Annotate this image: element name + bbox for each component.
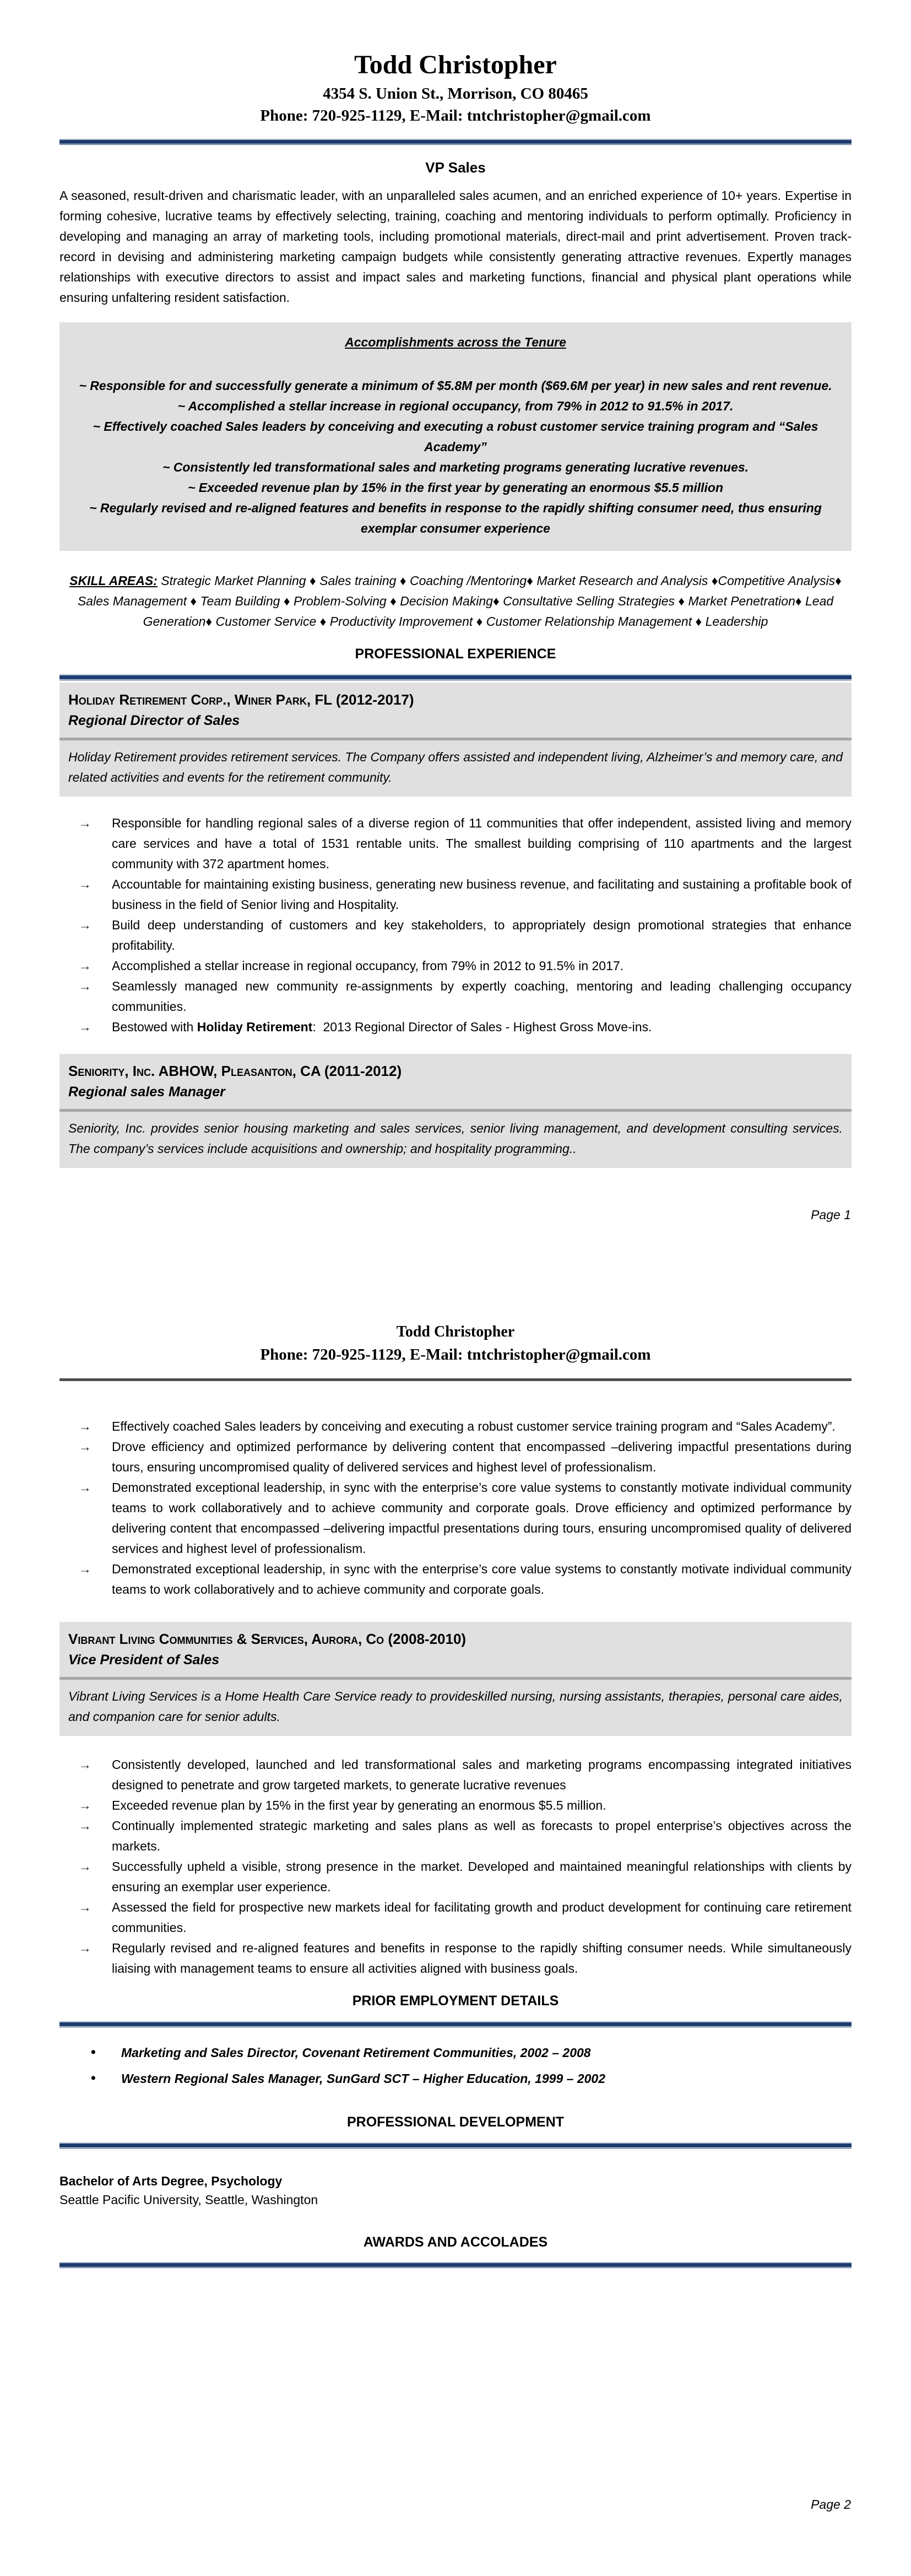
accomplishment-item: ~ Effectively coached Sales leaders by conceiving and executing a robust customer service training program and “Sales Academy”: [93, 419, 818, 454]
arrow-bullet-icon: →: [79, 917, 91, 932]
arrow-bullet-icon: →: [79, 1439, 91, 1454]
prior-employment-rule: [59, 2021, 852, 2027]
bullet-item: [59, 1938, 852, 1979]
section-heading-awards: AWARDS AND ACCOLADES: [363, 2234, 548, 2250]
arrow-bullet-icon: →: [79, 1419, 91, 1433]
job-title: Regional sales Manager: [68, 1084, 225, 1100]
arrow-bullet-icon: →: [79, 1798, 91, 1812]
accomplishment-item: ~ Accomplished a stellar increase in regional occupancy, from 79% in 2012 to 91.5% in 2017.: [177, 399, 734, 413]
bullet-text: Consistently developed, launched and led transformational sales and marketing programs encompassing integrated initiatives designed to penetrate and grow targeted markets, to generate lucrative revenues: [112, 1757, 852, 1792]
award-company-highlight: Holiday Retirement: [197, 1019, 313, 1034]
page2-name: Todd Christopher: [396, 1323, 515, 1340]
bullet-item: [59, 1416, 852, 1437]
award-suffix: : 2013 Regional Director of Sales - Highest Gross Move-ins.: [312, 1019, 652, 1034]
professional-experience-rule: [59, 674, 852, 680]
section-heading-professional-experience: PROFESSIONAL EXPERIENCE: [355, 646, 556, 662]
arrow-bullet-icon: →: [79, 1900, 91, 1914]
experience-bullets-job1: [59, 813, 852, 1017]
page2-header-rule: [59, 1378, 852, 1381]
resume-name: Todd Christopher: [354, 50, 557, 79]
bullet-text: Accountable for maintaining existing business, generating new business revenue, and facilitating and sustaining a profitable book of business in the field of Senior living and Hospitality.: [112, 876, 852, 912]
resume-page-2: [0, 1288, 911, 2576]
accomplishment-item: ~ Regularly revised and re-aligned features and benefits in response to the rapidly shifting consumer need, thus ensuring exemplar consumer experience: [89, 501, 822, 535]
accomplishments-list: [66, 376, 845, 539]
dot-bullet-icon: •: [91, 2070, 96, 2086]
job-head: [59, 683, 852, 738]
experience-bullets-job3: [59, 1755, 852, 1979]
experience-bullets-job2: [59, 1416, 852, 1600]
section-heading-prior-employment: PRIOR EMPLOYMENT DETAILS: [352, 1993, 559, 2009]
accomplishment-item: ~ Responsible for and successfully generate a minimum of $5.8M per month ($69.6M per year) in new sales and rent revenue.: [79, 378, 832, 393]
bullet-text: Regularly revised and re-aligned features and benefits in response to the rapidly shifting consumer needs. While simultaneously liaising with management teams to ensure all activities aligned with business goals.: [112, 1941, 852, 1976]
dot-bullet-icon: •: [91, 2044, 96, 2060]
section-heading-professional-development: PROFESSIONAL DEVELOPMENT: [346, 2114, 565, 2130]
bullet-text: Seamlessly managed new community re-assignments by expertly coaching, mentoring and leading challenging occupancy communities.: [112, 978, 852, 1014]
job-band-seniority: [59, 1054, 852, 1168]
bullet-item: [59, 915, 852, 956]
page2-contact: Phone: 720-925-1129, E-Mail: tntchristopher@gmail.com: [260, 1346, 651, 1363]
company-description: Seniority, Inc. provides senior housing marketing and sales services, senior living management, and development consulting services. The company’s services include acquisitions and ownership; and hospitality programming..: [68, 1121, 843, 1156]
arrow-bullet-icon: →: [79, 815, 91, 830]
accomplishment-item: ~ Exceeded revenue plan by 15% in the first year by generating an enormous $5.5 million: [187, 480, 724, 495]
awards-rule: [59, 2262, 852, 2268]
bullet-item: [59, 1897, 852, 1938]
page-number: Page 1: [811, 1208, 851, 1222]
bullet-item: [59, 1857, 852, 1897]
job-band-holiday-retirement: [59, 683, 852, 797]
arrow-bullet-icon: →: [79, 1019, 91, 1034]
skills-list: Strategic Market Planning ♦ Sales training ♦ Coaching /Mentoring♦ Market Research and Analysis ♦Competitive Analysis♦ Sales Management ♦ Team Building ♦ Problem-Solving ♦ Decision Making♦ Consultative Selling Strategies ♦ Market Penetration♦ Lead Generation♦ Customer Service ♦ Productivity Improvement ♦ Customer Relationship Management ♦ Leadership: [77, 573, 842, 629]
bullet-item: [59, 976, 852, 1017]
arrow-bullet-icon: →: [79, 1480, 91, 1495]
company-name: Vibrant Living Communities & Services, Aurora, Co (2008-2010): [68, 1631, 467, 1647]
bullet-text: Drove efficiency and optimized performance by delivering content that encompassed –delivering impactful presentations during tours, ensuring uncompromised quality of delivered services and highest level of professionalism.: [112, 1439, 852, 1474]
bullet-text: Exceeded revenue plan by 15% in the first year by generating an enormous $5.5 million.: [112, 1798, 606, 1812]
bullet-text: Demonstrated exceptional leadership, in sync with the enterprise’s core value systems to constantly motivate individual community teams to work collaboratively and to achieve community and corporate goals. Drove efficiency and optimized performance by delivering content that encompassed –delivering impactful presentations during tours, ensuring uncompromised quality of delivered services and highest level of professionalism.: [112, 1480, 852, 1556]
accomplishment-item: ~ Consistently led transformational sales and marketing programs generating lucrative revenues.: [162, 460, 749, 474]
skills-label: SKILL AREAS:: [69, 573, 158, 588]
page2-header: [59, 1288, 852, 1366]
bullet-item: [59, 813, 852, 874]
skills-paragraph: [59, 571, 852, 632]
bullet-item: [59, 956, 852, 976]
bullet-text: Assessed the field for prospective new markets ideal for facilitating growth and product development for continuing care retirement communities.: [112, 1900, 852, 1935]
page-number: Page 2: [811, 2497, 851, 2512]
bullet-text: Demonstrated exceptional leadership, in sync with the enterprise’s core value systems to constantly motivate individual community teams to work collaboratively and to achieve community and corporate goals.: [112, 1562, 852, 1597]
bullet-text: Effectively coached Sales leaders by conceiving and executing a robust customer service training program and “Sales Academy”.: [112, 1419, 836, 1433]
arrow-bullet-icon: →: [79, 1757, 91, 1772]
company-name: Holiday Retirement Corp., Winer Park, FL (2012-2017): [68, 691, 414, 708]
company-description: Holiday Retirement provides retirement services. The Company offers assisted and independent living, Alzheimer’s and memory care, and related activities and events for the retirement community.: [68, 749, 843, 784]
prior-employment-text: Marketing and Sales Director, Covenant Retirement Communities, 2002 – 2008: [121, 2045, 591, 2060]
prior-employment-item: [59, 2069, 852, 2089]
arrow-bullet-icon: →: [79, 1941, 91, 1955]
bullet-item: [59, 1755, 852, 1795]
arrow-bullet-icon: →: [79, 978, 91, 993]
bullet-item: [59, 1559, 852, 1600]
bullet-text: Successfully upheld a visible, strong presence in the market. Developed and maintained meaningful relationships with clients by ensuring an exemplar user experience.: [112, 1859, 852, 1894]
company-name: Seniority, Inc. ABHOW, Pleasanton, CA (2011-2012): [68, 1062, 402, 1079]
arrow-bullet-icon: →: [79, 876, 91, 891]
school: Seattle Pacific University, Seattle, Washington: [59, 2192, 318, 2207]
prior-employment-list: [59, 2043, 852, 2089]
arrow-bullet-icon: →: [79, 958, 91, 973]
job-head: [59, 1622, 852, 1677]
prior-employment-item: [59, 2043, 852, 2063]
job-title: Vice President of Sales: [68, 1652, 220, 1668]
degree: Bachelor of Arts Degree, Psychology: [59, 2173, 283, 2188]
professional-development-rule: [59, 2142, 852, 2149]
prior-employment-text: Western Regional Sales Manager, SunGard SCT – Higher Education, 1999 – 2002: [121, 2071, 605, 2086]
bullet-item: [59, 1017, 852, 1037]
resume-address: 4354 S. Union St., Morrison, CO 80465: [323, 85, 588, 102]
arrow-bullet-icon: →: [79, 1562, 91, 1576]
company-description: Vibrant Living Services is a Home Health Care Service ready to provideskilled nursing, nursing assistants, therapies, personal care aides, and companion care for senior adults.: [68, 1689, 843, 1724]
arrow-bullet-icon: →: [79, 1819, 91, 1833]
role-title: VP Sales: [425, 159, 486, 176]
resume-contact: Phone: 720-925-1129, E-Mail: tntchristopher@gmail.com: [260, 107, 651, 125]
bullet-text: Accomplished a stellar increase in regional occupancy, from 79% in 2012 to 91.5% in 2017.: [112, 958, 624, 973]
education-block: [59, 2172, 852, 2209]
arrow-bullet-icon: →: [79, 1859, 91, 1874]
summary-paragraph: A seasoned, result-driven and charismatic leader, with an unparalleled sales acumen, and an enriched experience of 10+ years. Expertise in forming cohesive, lucrative teams by effectively selecting, training, coaching and mentoring individuals to perform optimally. Proficiency in developing and managing an array of marketing tools, including promotional materials, direct-mail and print advertisement. Proven track-record in devising and administering marketing campaign budgets while consistently generating attractive revenues. Expertly manages relationships with executive directors to assist and impact sales and marketing functions, financial and physical plant operations while ensuring unfaltering resident satisfaction.: [59, 188, 852, 305]
bullet-item: [59, 1816, 852, 1857]
experience-bullets-job1-award: [59, 1017, 852, 1037]
bullet-item: [59, 1478, 852, 1559]
accomplishments-box: [59, 322, 852, 551]
job-head: [59, 1054, 852, 1109]
bullet-text: Build deep understanding of customers and key stakeholders, to appropriately design promotional strategies that enhance profitability.: [112, 917, 852, 953]
bullet-item: [59, 874, 852, 915]
job-title: Regional Director of Sales: [68, 712, 240, 728]
bullet-text: Continually implemented strategic marketing and sales plans as well as forecasts to propel enterprise’s objectives across the markets.: [112, 1819, 852, 1853]
award-prefix: Bestowed with: [112, 1019, 197, 1034]
bullet-item: [59, 1795, 852, 1816]
accomplishments-title: Accomplishments across the Tenure: [345, 335, 566, 349]
job-band-vibrant-living: [59, 1622, 852, 1736]
bullet-item: [59, 1437, 852, 1478]
header-rule: [59, 139, 852, 145]
bullet-text: Responsible for handling regional sales of a diverse region of 11 communities that offer independent, assisted living and memory care services and have a total of 1531 rentable units. The smallest building comprising of 110 apartments and the largest community with 372 apartment homes.: [112, 815, 852, 871]
page1-header: [59, 0, 852, 127]
